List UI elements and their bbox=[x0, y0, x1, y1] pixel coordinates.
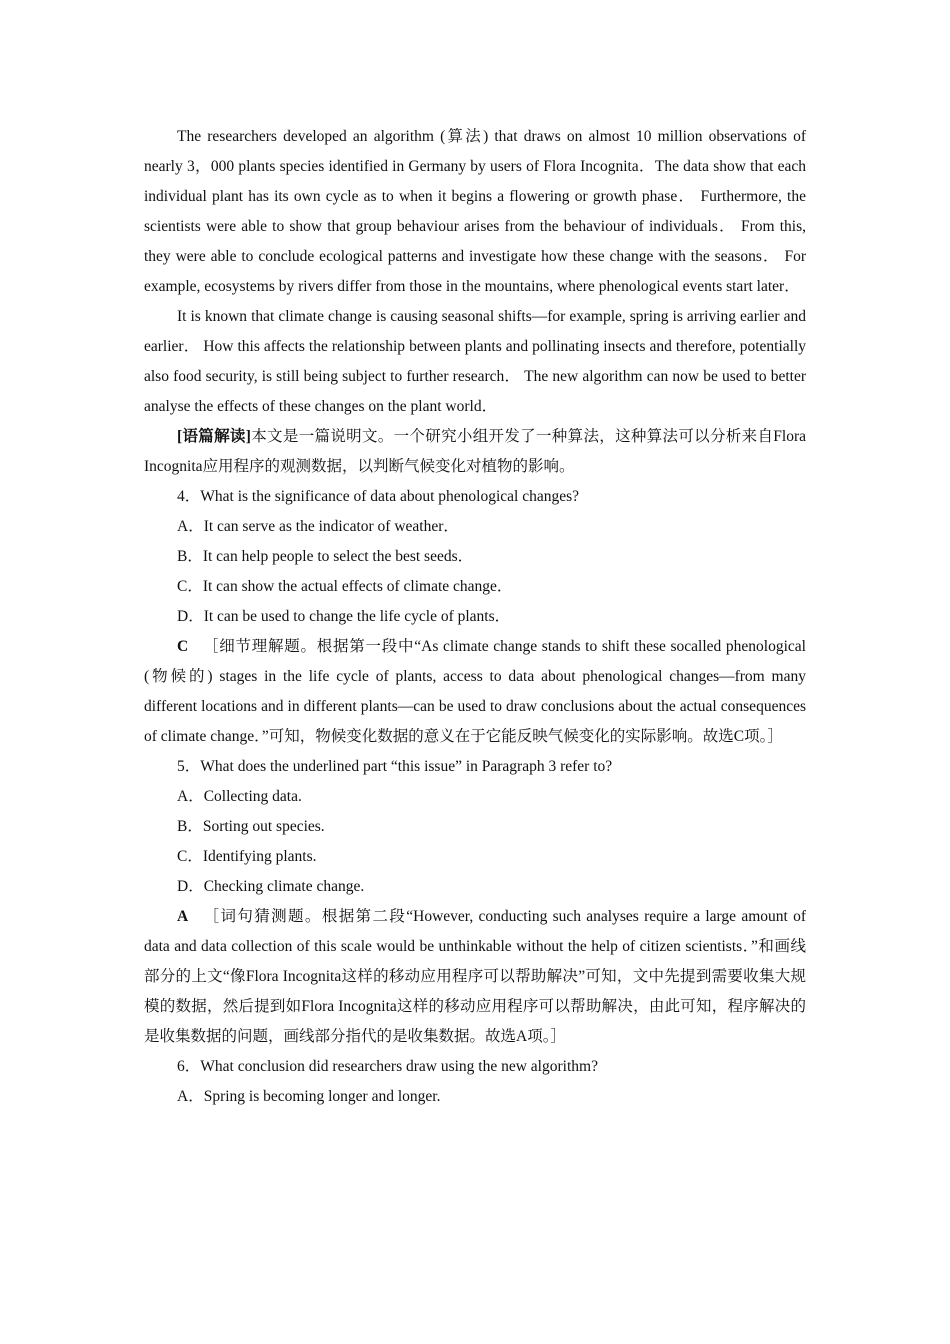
reading-note-tag: [语篇解读] bbox=[177, 428, 251, 445]
answer-explanation: ［词句猜测题。根据第二段“However, conducting such analyses require a large amount of data and data collection of this scale would be unthinkable without the help of citizen scientists．”和画线部分的上文“像Flora Incognita这样的移动应用程序可以帮助解决”可知，文中先提到需要收集大规模的数据，然后提到如Flora Incognita这样的移动应用程序可以帮助解决，由此可知，程序解决的是收集数据的问题，画线部分指代的是收集数据。故选A项。］ bbox=[144, 908, 806, 1045]
question-4-option-c: C．It can show the actual effects of climate change． bbox=[177, 578, 513, 595]
answer-letter: A bbox=[177, 908, 189, 925]
passage-paragraph-2: It is known that climate change is causing seasonal shifts—for example, spring is arriving earlier and earlier． How this affects the relationship between plants and pollinating insects and therefore, potentially also food security, is still being subject to further research． The new algorithm can now be used to better analyse the effects of these changes on the plant world． bbox=[144, 308, 806, 415]
question-6-stem: 6．What conclusion did researchers draw using the new algorithm? bbox=[177, 1058, 598, 1075]
question-5-option-d: D．Checking climate change. bbox=[177, 878, 365, 895]
passage-paragraph-1: The researchers developed an algorithm (算法) that draws on almost 10 million observations of nearly 3，000 plants species identified in Germany by users of Flora Incognita．The data show that each individual plant has its own cycle as to when it begins a flowering or growth phase． Furthermore, the scientists were able to show that group behaviour arises from the behaviour of individuals． From this, they were able to conclude ecological patterns and investigate how these change with the seasons． For example, ecosystems by rivers differ from those in the mountains, where phenological events start later． bbox=[144, 128, 806, 295]
question-4-option-d: D．It can be used to change the life cycle of plants． bbox=[177, 608, 511, 625]
question-4-answer bbox=[144, 632, 806, 752]
question-5-answer bbox=[144, 902, 806, 1052]
question-4-option-a: A．It can serve as the indicator of weather． bbox=[177, 518, 459, 535]
question-6-option-a: A．Spring is becoming longer and longer. bbox=[177, 1088, 441, 1105]
document-page bbox=[144, 122, 806, 1112]
question-5-option-b: B．Sorting out species. bbox=[177, 818, 325, 835]
reading-note bbox=[144, 422, 806, 482]
question-4-stem: 4．What is the significance of data about phenological changes? bbox=[177, 488, 579, 505]
question-5-stem: 5．What does the underlined part “this issue” in Paragraph 3 refer to? bbox=[177, 758, 613, 775]
answer-letter: C bbox=[177, 638, 189, 655]
question-5-option-a: A．Collecting data. bbox=[177, 788, 302, 805]
reading-note-text: 本文是一篇说明文。一个研究小组开发了一种算法，这种算法可以分析来自Flora Incognita应用程序的观测数据，以判断气候变化对植物的影响。 bbox=[144, 428, 806, 475]
question-4-option-b: B．It can help people to select the best seeds． bbox=[177, 548, 474, 565]
question-5-option-c: C．Identifying plants. bbox=[177, 848, 317, 865]
answer-explanation: ［细节理解题。根据第一段中“As climate change stands to shift these socalled phenological (物候的) stages in the life cycle of plants, access to data about phenological changes—from many different locations and in different plants—can be used to draw conclusions about the actual consequences of climate change．”可知，物候变化数据的意义在于它能反映气候变化的实际影响。故选C项。］ bbox=[144, 638, 806, 745]
